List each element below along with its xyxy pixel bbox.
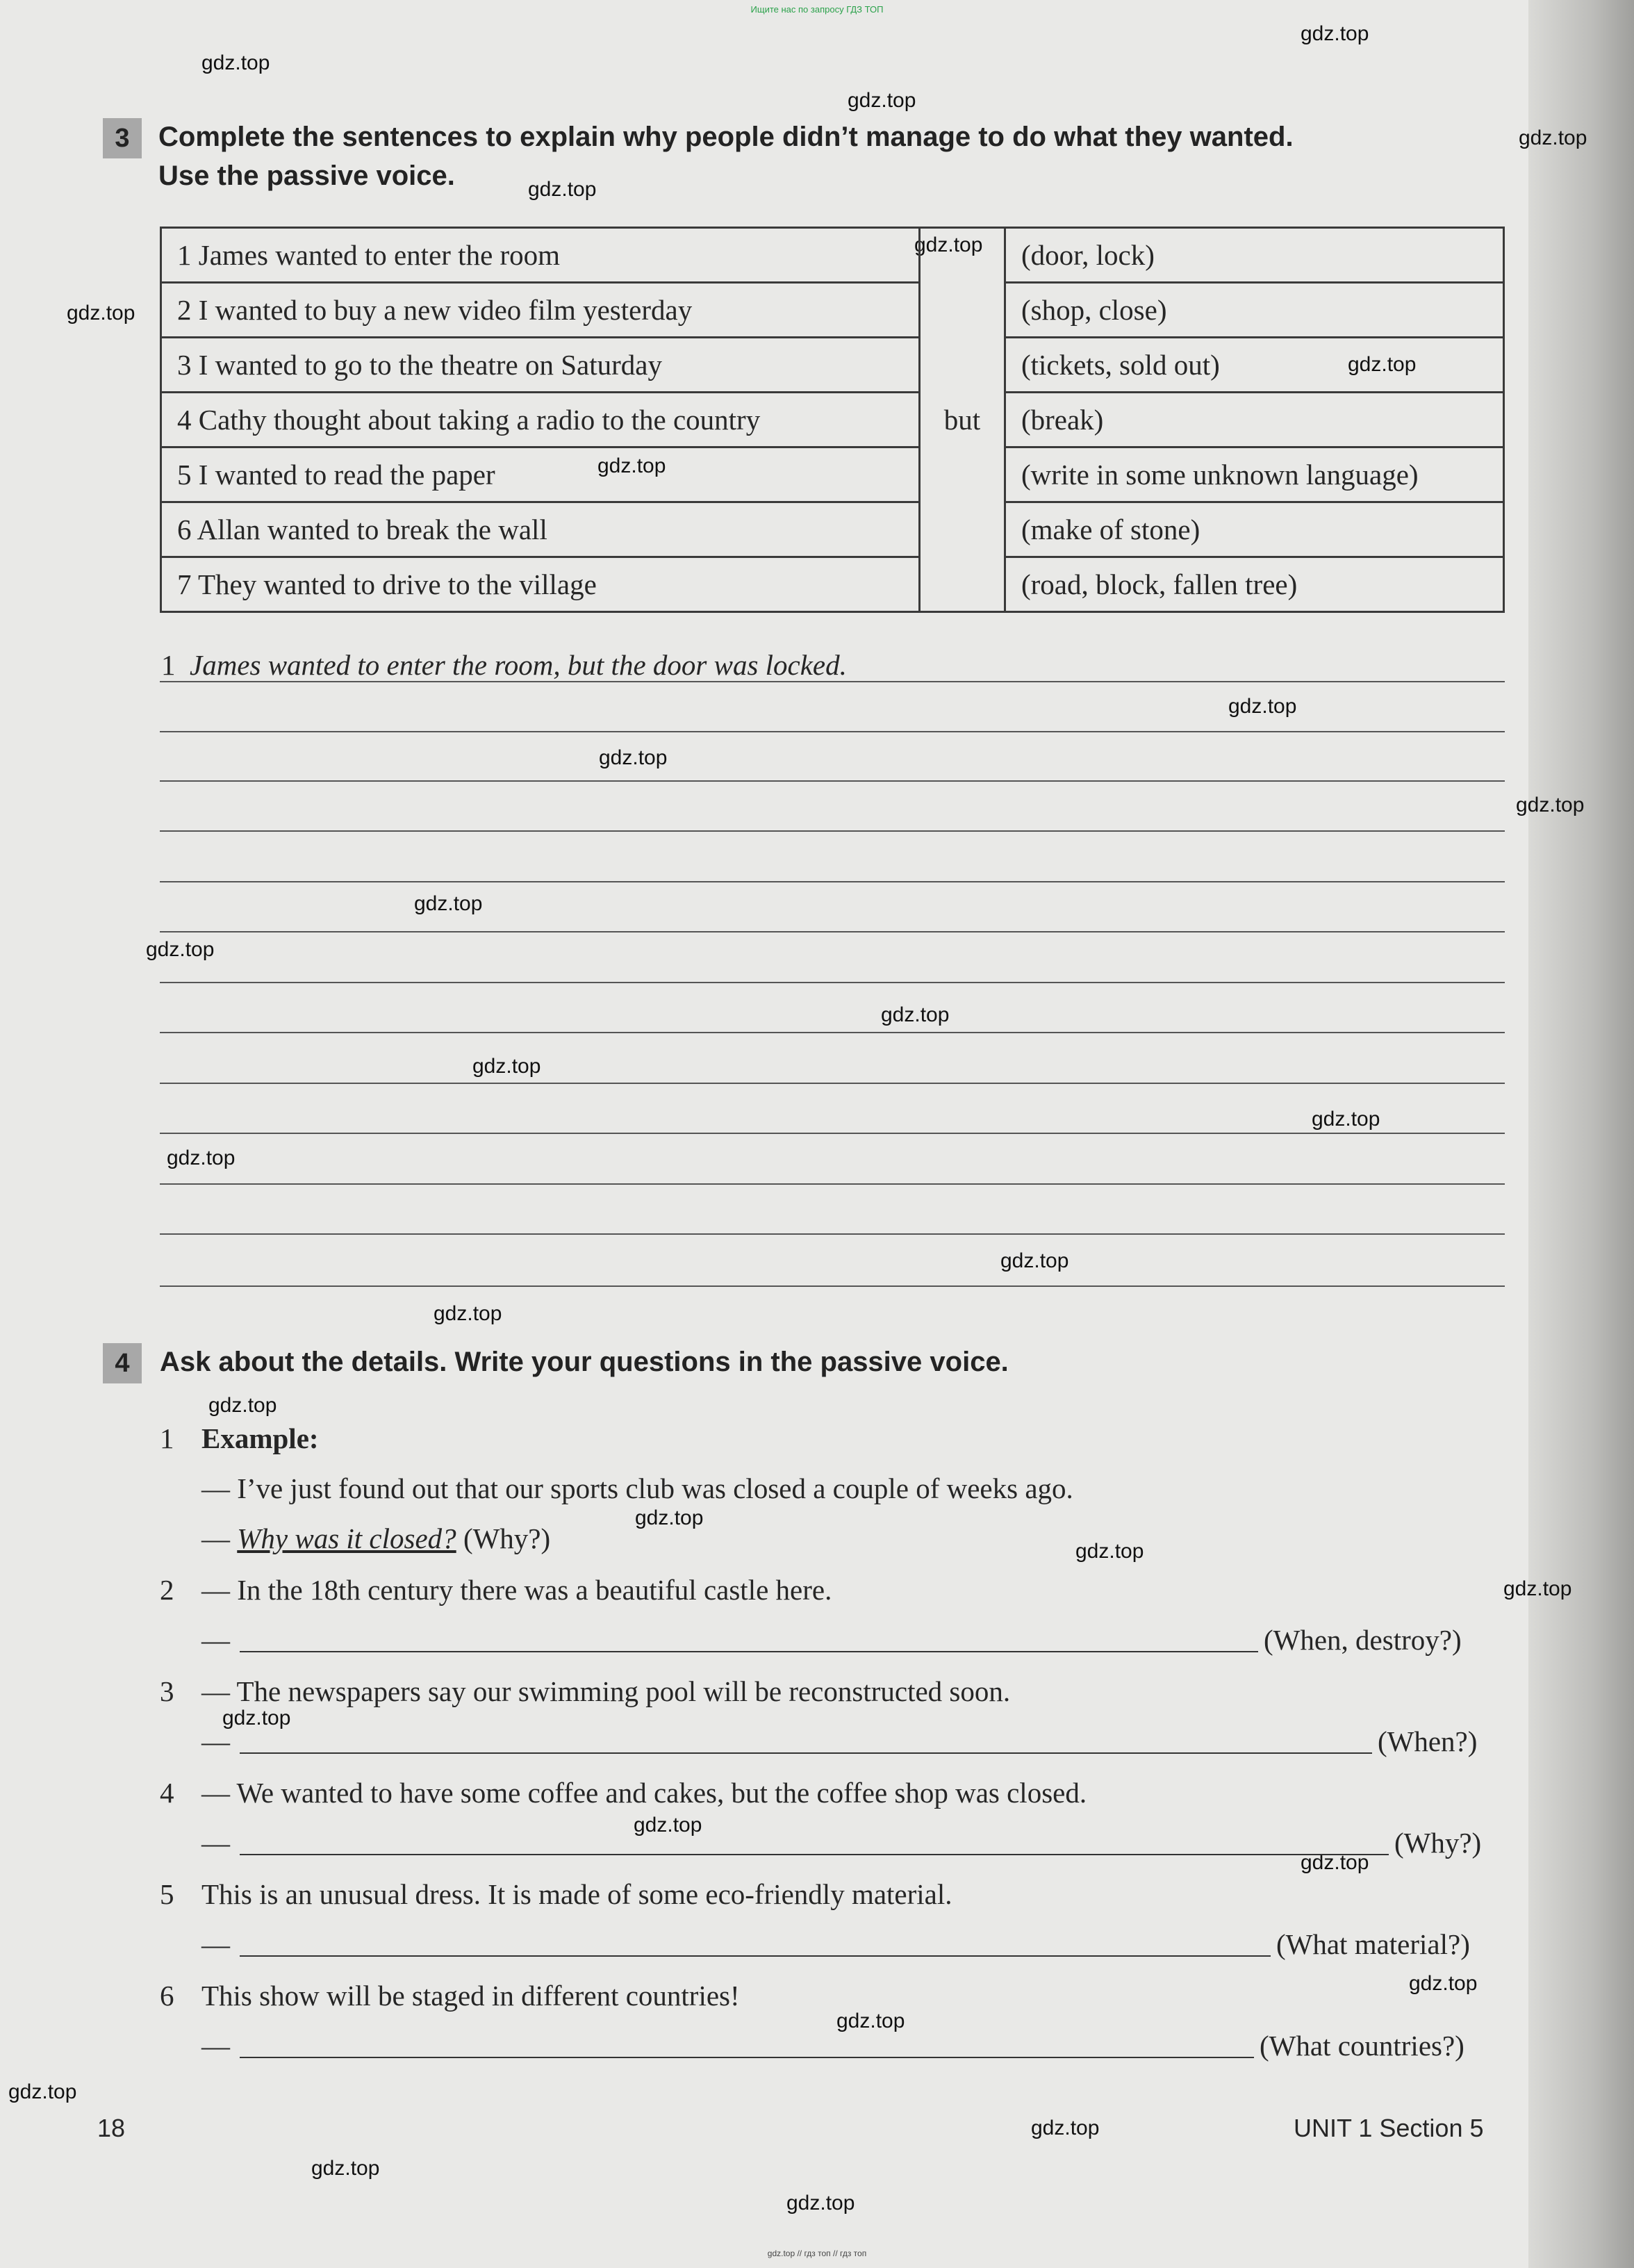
answer-blank[interactable]: [240, 1830, 1389, 1855]
answer-row: [201, 1725, 1477, 1758]
sentence-cell: 6 Allan wanted to break the wall: [161, 502, 920, 557]
sentence-cell: 3 I wanted to go to the theatre on Saturday: [161, 338, 920, 393]
top-banner[interactable]: Ищите нас по запросу ГДЗ ТОП: [750, 4, 884, 15]
watermark-text: gdz.top: [1312, 1108, 1380, 1131]
answer-row: [201, 1826, 1481, 1859]
answer-line[interactable]: [160, 1285, 1505, 1287]
page-number: 18: [97, 2114, 126, 2142]
answer-blank[interactable]: [240, 1932, 1271, 1957]
hint-cell: (door, lock): [1005, 228, 1503, 283]
sentence-cell: 4 Cathy thought about taking a radio to the country: [161, 393, 920, 447]
watermark-text: gdz.top: [1503, 1577, 1572, 1600]
question-statement: — In the 18th century there was a beautiful castle here.: [201, 1574, 832, 1606]
watermark-text: gdz.top: [1301, 22, 1369, 45]
table-row: [161, 283, 1504, 338]
sentence-cell: 1 James wanted to enter the room: [161, 228, 920, 283]
example-label: Example:: [201, 1422, 319, 1454]
question-number: 3: [160, 1675, 174, 1707]
sentence-cell: 2 I wanted to buy a new video film yesterday: [161, 283, 920, 338]
example-statement: — I’ve just found out that our sports club was closed a couple of weeks ago.: [201, 1472, 1073, 1504]
table-row: [161, 447, 1504, 502]
watermark-text: gdz.top: [67, 302, 135, 324]
dash: —: [201, 2030, 230, 2062]
watermark-text: gdz.top: [8, 2080, 77, 2103]
answer-line[interactable]: [160, 881, 1505, 882]
exercise-4-number: 4: [103, 1343, 142, 1383]
question-number: 4: [160, 1777, 174, 1809]
watermark-text: gdz.top: [1519, 126, 1587, 149]
watermark-text: gdz.top: [1228, 695, 1297, 718]
table-row: [161, 393, 1504, 447]
answer-row: [201, 1928, 1470, 1961]
exercise-3-table: [160, 227, 1505, 613]
example-number: 1: [161, 649, 176, 681]
watermark-text: gdz.top: [1000, 1249, 1069, 1272]
unit-label: UNIT 1: [1294, 2114, 1373, 2142]
hint-cell: (make of stone): [1005, 502, 1503, 557]
question-hint: (When, destroy?): [1264, 1624, 1462, 1656]
answer-blank[interactable]: [240, 1729, 1372, 1754]
section-label: Section 5: [1379, 2114, 1484, 2142]
watermark-text: gdz.top: [528, 178, 597, 201]
watermark-text: gdz.top: [1516, 794, 1585, 816]
answer-line[interactable]: [160, 1032, 1505, 1033]
question-number: 6: [160, 1980, 174, 2012]
dash: —: [201, 1725, 230, 1757]
unit-section-label: [1294, 2114, 1484, 2143]
answer-line[interactable]: [160, 982, 1505, 983]
question-statement: — We wanted to have some coffee and cakes, but the coffee shop was closed.: [201, 1777, 1087, 1809]
question-number: 2: [160, 1574, 174, 1606]
table-row: [161, 338, 1504, 393]
answer-line[interactable]: [160, 1233, 1505, 1235]
watermark-text: gdz.top: [599, 746, 668, 769]
watermark-text: gdz.top: [1409, 1972, 1478, 1995]
question-statement: — The newspapers say our swimming pool will be reconstructed soon.: [201, 1675, 1011, 1707]
answer-line[interactable]: [160, 1183, 1505, 1185]
hint-cell: (tickets, sold out): [1005, 338, 1503, 393]
exercise-3-example-answer: [161, 648, 847, 682]
answer-row: [201, 1623, 1462, 1657]
watermark-text: gdz.top: [597, 454, 666, 477]
connector-cell: but: [919, 228, 1005, 612]
page-edge-shadow: [1528, 0, 1634, 2268]
example-answer-row: [201, 1522, 550, 1555]
watermark-text: gdz.top: [786, 2192, 855, 2214]
question-hint: (Why?): [1394, 1827, 1482, 1859]
sentence-cell: 7 They wanted to drive to the village: [161, 557, 920, 612]
answer-blank[interactable]: [240, 2033, 1254, 2058]
sentence-cell: 5 I wanted to read the paper: [161, 447, 920, 502]
table-row: [161, 557, 1504, 612]
question-number: 5: [160, 1878, 174, 1910]
watermark-text: gdz.top: [914, 233, 983, 256]
watermark-text: gdz.top: [634, 1814, 702, 1836]
exercise-4-title: Ask about the details. Write your questions in the passive voice.: [160, 1347, 1009, 1377]
example-answer-text: Why was it closed?: [237, 1522, 456, 1554]
question-hint: (What countries?): [1260, 2030, 1464, 2062]
watermark-text: gdz.top: [167, 1147, 236, 1169]
example-hint: (Why?): [463, 1522, 551, 1554]
table-row: [161, 228, 1504, 283]
watermark-text: gdz.top: [881, 1003, 950, 1026]
watermark-text: gdz.top: [635, 1506, 704, 1529]
bottom-banner[interactable]: gdz.top // гдз топ // гдз топ: [767, 2249, 867, 2258]
answer-line[interactable]: [160, 931, 1505, 932]
watermark-text: gdz.top: [434, 1302, 502, 1325]
question-hint: (What material?): [1276, 1928, 1470, 1960]
answer-blank[interactable]: [240, 1627, 1258, 1652]
exercise-3-number: 3: [103, 118, 142, 158]
answer-line[interactable]: [160, 830, 1505, 832]
question-statement: This is an unusual dress. It is made of some eco-friendly material.: [201, 1878, 952, 1910]
hint-cell: (break): [1005, 393, 1503, 447]
watermark-text: gdz.top: [848, 89, 916, 112]
question-number: 1: [160, 1422, 174, 1454]
exercise-3-title-line2: Use the passive voice.: [158, 161, 455, 191]
watermark-text: gdz.top: [1348, 353, 1417, 376]
answer-line[interactable]: [160, 780, 1505, 782]
watermark-text: gdz.top: [1301, 1851, 1369, 1874]
answer-row: [201, 2029, 1464, 2062]
watermark-text: gdz.top: [836, 2010, 905, 2032]
example-answer-text: James wanted to enter the room, but the door was locked.: [190, 649, 847, 681]
watermark-text: gdz.top: [1031, 2117, 1100, 2139]
answer-line[interactable]: [160, 1083, 1505, 1084]
hint-cell: (write in some unknown language): [1005, 447, 1503, 502]
watermark-text: gdz.top: [208, 1394, 277, 1417]
watermark-text: gdz.top: [472, 1055, 541, 1078]
watermark-text: gdz.top: [222, 1707, 291, 1729]
dash: —: [201, 1624, 230, 1656]
answer-line[interactable]: [160, 1133, 1505, 1134]
exercise-3-title-line1: Complete the sentences to explain why people didn’t manage to do what they wanted.: [158, 122, 1294, 152]
watermark-text: gdz.top: [311, 2157, 380, 2180]
watermark-text: gdz.top: [1075, 1540, 1144, 1563]
dash: —: [201, 1928, 230, 1960]
question-hint: (When?): [1378, 1725, 1478, 1757]
question-statement: This show will be staged in different countries!: [201, 1980, 740, 2012]
table-row: [161, 502, 1504, 557]
answer-line[interactable]: [160, 681, 1505, 682]
watermark-text: gdz.top: [414, 892, 483, 915]
watermark-text: gdz.top: [146, 938, 215, 961]
hint-cell: (shop, close): [1005, 283, 1503, 338]
dash: —: [201, 1522, 230, 1554]
watermark-text: gdz.top: [201, 51, 270, 74]
dash: —: [201, 1827, 230, 1859]
hint-cell: (road, block, fallen tree): [1005, 557, 1503, 612]
answer-line[interactable]: [160, 731, 1505, 732]
